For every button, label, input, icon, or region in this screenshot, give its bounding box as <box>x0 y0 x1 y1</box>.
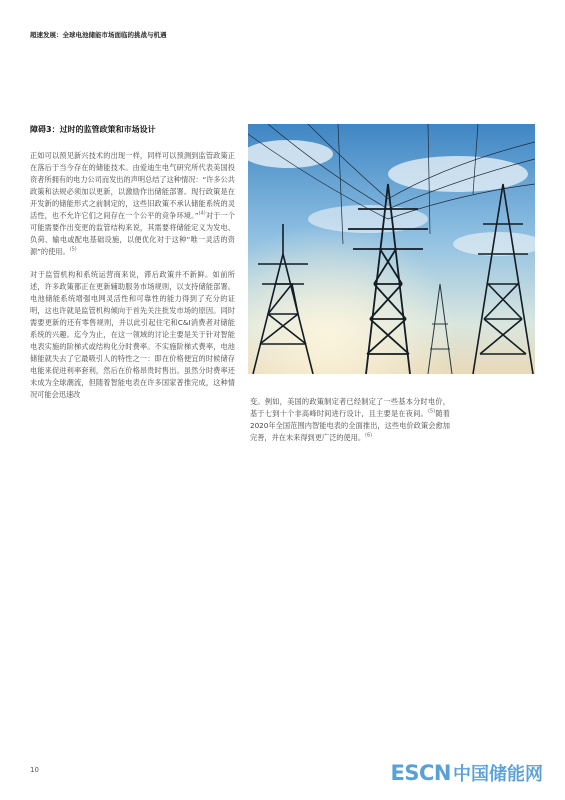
paragraph-1-continuation: 对于一个可能需要作出变更的监管结构来说，其需要将储能定义为发电、负荷、输电或配电基础设施，以便优化对于这种“唯一灵活的资源”的使用。 <box>30 211 235 256</box>
right-column <box>250 396 450 444</box>
left-column <box>30 150 235 412</box>
section-title: 障碍3：过时的监管政策和市场设计 <box>30 125 156 134</box>
escn-logo <box>391 760 543 786</box>
paragraph-3-continuation: 随着2020年全国范围内智能电表的全面推出，这些电价政策会愈加完善，并在未来得到更广泛的使用。 <box>250 409 450 442</box>
page-number: 10 <box>30 766 39 774</box>
running-header: 超速发展：全球电池储能市场面临的挑战与机遇 <box>30 31 167 39</box>
paragraph-1 <box>30 150 235 258</box>
footnote-ref: (5) <box>428 408 436 415</box>
footnote-ref: (5) <box>69 246 77 253</box>
paragraph-3 <box>250 396 450 444</box>
paragraph-3-text: 变。例如，美国的政策制定者已经制定了一些基本分时电价，基于七到十个非高峰时间进行设计，且主要是在夜间。 <box>250 397 450 418</box>
footnote-ref: (6) <box>365 432 373 439</box>
logo-latin-text: ESCN <box>390 761 451 785</box>
footnote-ref: (4) <box>198 210 206 217</box>
paragraph-2: 对于监管机构和系统运营商来说，滞后政策并不新鲜。如前所述，许多政策都正在更新辅助服务市场规则，以支持储能部署。电池储能系统增强电网灵活性和可靠性的能力得到了充分的证明，这也许就是监管机构倾向于首先关注批发市场的原因。同时需要更新的还有零售规则，并以此引起住宅和C&I消费者对储能系统的兴趣。迄今为止，在这一领域的讨论主要是关于针对智能电表实施的阶梯式或结构化分时费率。不实施阶梯式费率，电池储能就失去了它最吸引人的特性之一：即在价格便宜的时候储存电能来促进利率套利，然后在价格昂贵时售出。虽然分时费率还未成为全球潮流，但随着智能电表在许多国家普推完成，这种情况可能会迅速改 <box>30 270 235 399</box>
logo-cjk-text: 中国储能网 <box>453 764 543 785</box>
transmission-towers-photo <box>248 124 535 374</box>
paragraph-1-text: 正如可以预见新兴技术的出现一样，同样可以预测到监管政策正在落后于当今存在的储能技术。由爱迪生电气研究所代表美国投资者所拥有的电力公司而发出的声明总结了这种情况：“许多公共政策和法规必须加以更新，以激励作出储能部署。现行政策是在开发新的储能形式之前制定的，这些旧政策不承认储能系统的灵活性，也不允许它们之间存在一个公平的竞争环境。” <box>30 151 235 220</box>
